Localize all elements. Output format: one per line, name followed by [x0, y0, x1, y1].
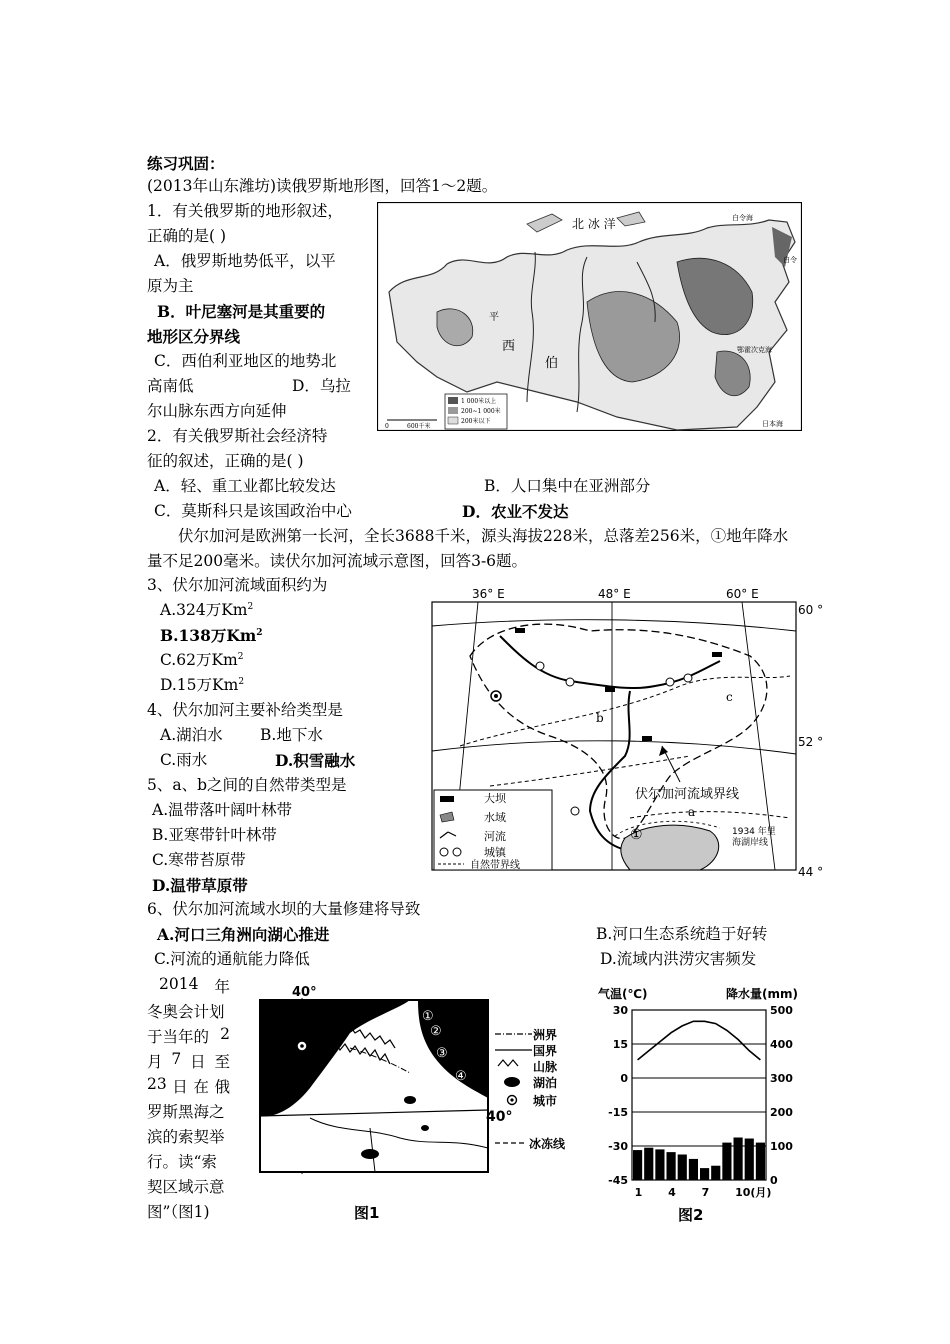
q6-option-b: B.河口生态系统趋于好转 [596, 925, 768, 943]
lake [421, 1125, 429, 1131]
legend-city: 城市 [533, 1094, 558, 1108]
legend-lake-icon [504, 1077, 520, 1087]
x-tick-label: 1 [634, 1186, 643, 1199]
sochi-city-dot [300, 1044, 304, 1048]
legend-town: 城镇 [484, 846, 506, 859]
city-moscow-dot [494, 694, 498, 698]
q5-option-d: D.温带草原带 [152, 876, 248, 895]
legend-water: 水域 [484, 811, 506, 824]
left-tick-label: 15 [612, 1038, 628, 1051]
q4-stem: 4、伏尔加河主要补给类型是 [147, 701, 343, 719]
right-axis-title: 降水量(mm) [726, 987, 798, 1001]
sochi-line: 行。读“索 [147, 1153, 217, 1171]
left-tick-label: 30 [612, 1004, 628, 1017]
sochi-line: 23 日 在 俄 [147, 1075, 230, 1096]
x-tick-label: 7 [701, 1186, 710, 1199]
fig1-lon-label: 40° [292, 985, 317, 1000]
q2-stem-line1: 2．有关俄罗斯社会经济特 [147, 427, 328, 445]
volga-intro-line1: 伏尔加河是欧洲第一长河，全长3688千米，源头海拔228米，总落差256米，①地年降水 [178, 527, 789, 545]
town [684, 674, 692, 682]
map-label-sea-of-japan: 日本海 [762, 420, 783, 428]
q3-option-b: B.138万Km$^2$ [160, 626, 263, 645]
legend-swatch-low [448, 417, 458, 424]
lon-label-48: 48° E [598, 587, 631, 601]
legend-mountain-icon [498, 1060, 518, 1066]
map-label-bo: 伯 [545, 356, 559, 371]
lon-label-36: 36° E [472, 587, 505, 601]
town [571, 807, 579, 815]
section-title: 练习巩固： [147, 154, 225, 173]
sochi-line: 契区域示意 [147, 1178, 225, 1196]
legend-swatch-mid [448, 407, 458, 414]
scale-zero: 0 [385, 423, 389, 430]
precip-bar [678, 1155, 687, 1181]
dam [515, 628, 525, 633]
left-tick-label: -45 [608, 1174, 628, 1187]
q1-stem-line2: 正确的是( ) [147, 227, 227, 245]
q1-option-d-line2: 尔山脉东西方向延伸 [147, 402, 287, 420]
lake [404, 1096, 416, 1104]
q5-stem: 5、a、b之间的自然带类型是 [147, 776, 347, 794]
legend-river: 河流 [484, 830, 506, 843]
q5-option-a: A.温带落叶阔叶林带 [152, 801, 293, 819]
sochi-line: 于当年的 2 [147, 1025, 230, 1046]
marker-2: ② [430, 1024, 442, 1039]
precip-bar [644, 1148, 653, 1180]
lat-label-60: 60 ° [798, 603, 824, 617]
q3-stem: 3、伏尔加河流域面积约为 [147, 576, 328, 594]
town [566, 678, 574, 686]
q4-option-c: C.雨水 [160, 751, 208, 769]
dam [605, 687, 615, 692]
q1-option-a-line2: 原为主 [147, 277, 194, 295]
right-tick-label: 500 [770, 1004, 793, 1017]
q6-stem: 6、伏尔加河流域水坝的大量修建将导致 [147, 900, 421, 918]
dam [642, 736, 652, 741]
ocean-label: 北 冰 洋 [572, 217, 616, 231]
marker-4: ④ [455, 1069, 467, 1084]
legend-high: 1 000米以上 [461, 398, 497, 405]
legend-border: 国界 [533, 1044, 558, 1058]
legend-mountain: 山脉 [533, 1060, 558, 1074]
sochi-line: 冬奥会计划 [147, 1003, 225, 1021]
q2-option-a: A．轻、重工业都比较发达 [154, 477, 336, 495]
shoreline-label-2: 海湖岸线 [732, 838, 769, 848]
legend-city-dot [510, 1098, 513, 1101]
q1-option-b-line2: 地形区分界线 [147, 327, 241, 346]
marker-3: ③ [436, 1046, 448, 1061]
q4-option-d: D.积雪融水 [275, 751, 356, 770]
map-label-bering: 白令 [783, 256, 797, 264]
fig1-caption: 图1 [354, 1204, 380, 1222]
q2-option-c: C．莫斯科只是该国政治中心 [154, 502, 352, 520]
precip-bar [722, 1143, 731, 1180]
q3-option-c: C.62万Km$^2$ [160, 651, 244, 670]
precip-bar [633, 1150, 642, 1180]
sochi-line: 月 7 日 至 [147, 1050, 230, 1071]
legend-lake: 湖泊 [533, 1076, 558, 1090]
q2-stem-line2: 征的叙述，正确的是( ) [147, 452, 304, 470]
shoreline-label-1: 1934 年里 [732, 827, 776, 837]
precip-bar [667, 1152, 676, 1180]
q3-option-a: A.324万Km$^2$ [160, 601, 254, 620]
sochi-line: 罗斯黑海之 [147, 1103, 225, 1121]
q3-option-d: D.15万Km$^2$ [160, 676, 245, 695]
q2-option-b: B．人口集中在亚洲部分 [484, 477, 651, 495]
lon-label-60: 60° E [726, 587, 759, 601]
precip-bar [655, 1149, 664, 1180]
town [536, 662, 544, 670]
q1-option-a-line1: A．俄罗斯地势低平，以平 [154, 252, 336, 270]
q1-stem-line1: 1．有关俄罗斯的地形叙述， [147, 202, 343, 220]
q1-option-c-line1: C．西伯利亚地区的地势北 [154, 352, 337, 370]
right-tick-label: 400 [770, 1038, 793, 1051]
lat-label-52: 52 ° [798, 735, 824, 749]
marker-1: ① [422, 1009, 434, 1024]
legend-dam: 大坝 [484, 792, 506, 805]
zone-letter-b: b [596, 711, 604, 725]
fig1-lat-label: 40° [486, 1109, 513, 1125]
volga-intro-line2: 量不足200毫米。读伏尔加河流域示意图，回答3-6题。 [147, 552, 528, 570]
right-tick-label: 200 [770, 1106, 793, 1119]
sochi-intro-text [147, 975, 230, 1225]
map-label-bering-sea: 白令海 [732, 214, 753, 222]
precip-bar [700, 1168, 709, 1180]
zone-letter-a: a [688, 805, 696, 819]
q4-option-b: B.地下水 [260, 726, 323, 744]
q1-option-d-line1: D．乌拉 [292, 377, 351, 395]
legend-zone-line: 自然带界线 [470, 860, 520, 871]
sochi-line: 2014 年 [159, 975, 230, 996]
dam [712, 652, 722, 657]
q1-option-c-line2: 高南低 [147, 377, 194, 395]
legend-dam-icon [440, 796, 454, 802]
q6-option-a: A.河口三角洲向湖心推进 [157, 925, 330, 944]
left-tick-label: 0 [620, 1072, 628, 1085]
left-tick-label: -15 [608, 1106, 628, 1119]
sochi-region-map [250, 978, 590, 1228]
legend-mid: 200~1 000米 [461, 408, 501, 415]
map-label-ping: 平 [489, 312, 499, 323]
q2-option-d: D．农业不发达 [462, 502, 569, 521]
lat-label-44: 44 ° [798, 865, 824, 879]
legend-continent: 洲界 [533, 1028, 558, 1042]
intro-text: (2013年山东潍坊)读俄罗斯地形图，回答1～2题。 [147, 177, 498, 195]
sochi-label: 索契 [342, 1007, 369, 1022]
legend-low: 200米以下 [461, 418, 491, 425]
q6-option-d: D.流域内洪涝灾害频发 [600, 950, 757, 968]
right-tick-label: 0 [770, 1174, 778, 1187]
q1-option-b-line1: B．叶尼塞河是其重要的 [157, 302, 326, 321]
left-axis-title: 气温(℃) [598, 987, 648, 1001]
q5-option-c: C.寒带苔原带 [152, 851, 246, 869]
basin-boundary-label: 伏尔加河流域界线 [635, 787, 740, 802]
zone-letter-c: c [726, 690, 733, 704]
russia-terrain-map [377, 202, 802, 431]
precip-bar [745, 1139, 754, 1180]
legend-swatch-high [448, 397, 458, 404]
q6-option-c: C.河流的通航能力降低 [154, 950, 310, 968]
sochi-line: 滨的索契举 [147, 1128, 225, 1146]
right-tick-label: 100 [770, 1140, 793, 1153]
precip-bar [734, 1138, 743, 1181]
sochi-line: 图”（图1) [147, 1203, 210, 1221]
x-tick-label: 4 [668, 1186, 676, 1199]
marker-1: ① [630, 827, 643, 843]
fig2-caption: 图2 [678, 1206, 704, 1224]
precip-bar [756, 1143, 765, 1180]
precip-bar [689, 1159, 698, 1180]
scale-label: 600千米 [407, 423, 431, 430]
q4-option-a: A.湖泊水 [160, 726, 223, 744]
town [666, 678, 674, 686]
map-label-xi: 西 [502, 339, 516, 354]
map-label-okhotsk-sea: 鄂霍次克海 [737, 346, 772, 354]
precip-bar [711, 1166, 720, 1180]
volga-basin-map [430, 586, 845, 884]
x-tick-label: 10(月) [735, 1186, 772, 1199]
climate-chart [596, 984, 816, 1224]
q5-option-b: B.亚寒带针叶林带 [152, 826, 277, 844]
right-tick-label: 300 [770, 1072, 793, 1085]
legend-frost-line: 冰冻线 [529, 1137, 566, 1151]
lake [361, 1149, 379, 1159]
left-tick-label: -30 [608, 1140, 628, 1153]
